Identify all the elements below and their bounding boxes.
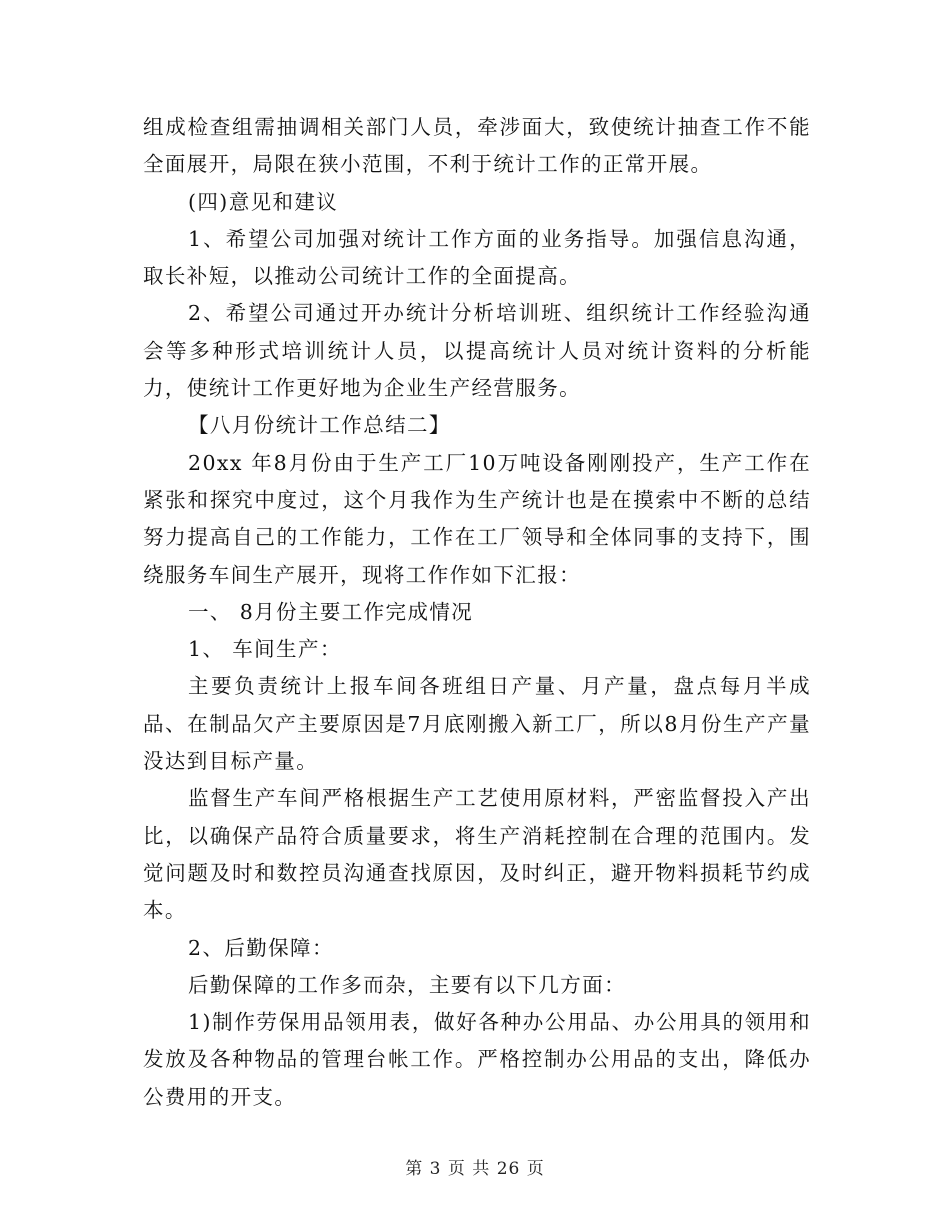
paragraph-intro: 20xx 年8月份由于生产工厂10万吨设备刚刚投产，生产工作在紧张和探究中度过，这个月我作为生产统计也是在摸索中不断的总结努力提高自己的工作能力，工作在工厂领导和全体同事的支持下，围绕服务车间生产展开，现将工作作如下汇报： <box>143 450 811 587</box>
paragraph-production-supervision: 监督生产车间严格根据生产工艺使用原材料，严密监督投入产出比，以确保产品符合质量要求，将生产消耗控制在合理的范围内。发觉问题及时和数控员沟通查找原因，及时纠正，避开物料损耗节约成本。 <box>143 786 811 923</box>
subheading-workshop-production: 1、 车间生产： <box>188 637 342 662</box>
section-title-summary-two: 【八月份统计工作总结二】 <box>188 413 451 438</box>
document-body <box>143 109 811 1116</box>
paragraph-logistics-item-1: 1)制作劳保用品领用表，做好各种办公用品、办公用具的领用和发放及各种物品的管理台帐工作。严格控制办公用品的支出，降低办公费用的开支。 <box>143 1010 811 1109</box>
paragraph-production-stats: 主要负责统计上报车间各班组日产量、月产量，盘点每月半成品、在制品欠产主要原因是7月底刚搬入新工厂，所以8月份生产产量没达到目标产量。 <box>143 674 811 774</box>
section-heading-main-work: 一、 8月份主要工作完成情况 <box>188 599 474 624</box>
paragraph-suggestion-2: 2、希望公司通过开办统计分析培训班、组织统计工作经验沟通会等多种形式培训统计人员，以提高统计人员对统计资料的分析能力，使统计工作更好地为企业生产经营服务。 <box>143 301 811 401</box>
paragraph-1: 组成检查组需抽调相关部门人员，牵涉面大，致使统计抽查工作不能全面展开，局限在狭小范围，不利于统计工作的正常开展。 <box>143 115 811 177</box>
section-heading-suggestions: (四)意见和建议 <box>188 189 339 214</box>
subheading-logistics: 2、后勤保障： <box>188 935 334 960</box>
paragraph-suggestion-1: 1、希望公司加强对统计工作方面的业务指导。加强信息沟通，取长补短，以推动公司统计工作的全面提高。 <box>143 226 811 289</box>
page-number-footer: 第 3 页 共 26 页 <box>405 1159 545 1179</box>
paragraph-logistics-intro: 后勤保障的工作多而杂，主要有以下几方面： <box>188 972 626 997</box>
